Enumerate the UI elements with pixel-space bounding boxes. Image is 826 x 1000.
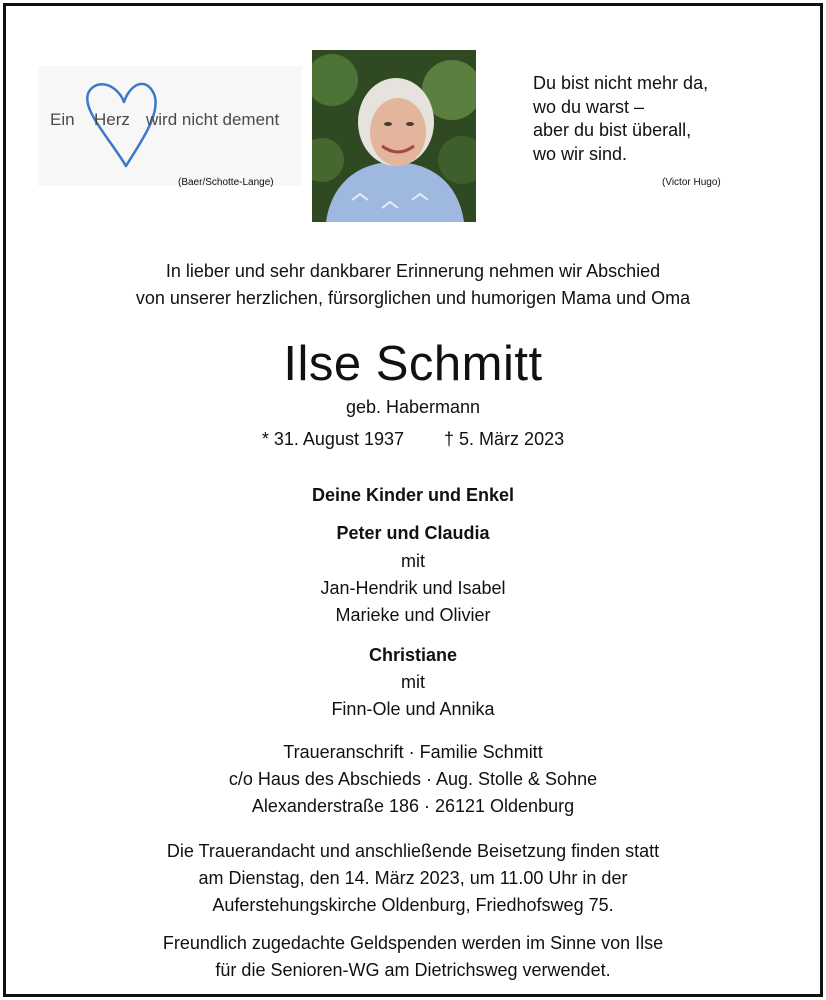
logo-word-rest: wird nicht dement	[146, 110, 280, 129]
intro-line: In lieber und sehr dankbarer Erinnerung nehmen wir Abschied	[165, 261, 661, 281]
service-line: am Dienstag, den 14. März 2023, um 11.00 Uhr in der	[198, 868, 628, 888]
address-line: c/o Haus des Abschieds · Aug. Stolle & Sohne	[228, 769, 598, 789]
family-child: Finn-Ole und Annika	[331, 699, 495, 719]
family-with: mit	[401, 672, 425, 692]
address-line: Alexanderstraße 186 · 26121 Oldenburg	[251, 796, 575, 816]
service-line: Auferstehungskirche Oldenburg, Friedhofsweg 75.	[212, 895, 614, 915]
family-with: mit	[401, 551, 425, 571]
logo-credit: (Baer/Schotte-Lange)	[178, 177, 274, 188]
portrait-photo	[312, 50, 476, 222]
family-children	[0, 696, 826, 723]
life-dates	[0, 429, 826, 450]
birth-date: * 31. August 1937	[261, 429, 404, 449]
family-child: Marieke und Olivier	[335, 605, 491, 625]
quote-credit: (Victor Hugo)	[662, 177, 721, 188]
service-info	[0, 838, 826, 919]
dementia-logo	[38, 66, 302, 186]
family-parent: Christiane	[368, 645, 458, 665]
family-children	[0, 575, 826, 629]
quote-line: aber du bist überall,	[533, 120, 692, 140]
logo-word-ein: Ein	[50, 110, 75, 129]
donation-info	[0, 930, 826, 984]
mourning-address	[0, 739, 826, 820]
address-line: Traueranschrift · Familie Schmitt	[283, 742, 543, 762]
service-line: Die Trauerandacht und anschließende Beisetzung finden statt	[166, 841, 660, 861]
quote-line: Du bist nicht mehr da,	[533, 73, 709, 93]
logo-word-herz: Herz	[94, 110, 130, 129]
intro-text	[0, 258, 826, 312]
donation-line: Freundlich zugedachte Geldspenden werden im Sinne von Ilse	[162, 933, 664, 953]
family-heading: Deine Kinder und Enkel	[311, 485, 515, 505]
intro-line: von unserer herzlichen, fürsorglichen und humorigen Mama und Oma	[135, 288, 691, 308]
maiden-name: geb. Habermann	[345, 397, 481, 417]
quote	[533, 72, 708, 166]
donation-line: für die Senioren-WG am Dietrichsweg verwendet.	[215, 960, 611, 980]
family-child: Jan-Hendrik und Isabel	[320, 578, 506, 598]
death-date: † 5. März 2023	[444, 429, 565, 449]
quote-line: wo du warst –	[533, 96, 645, 117]
deceased-name: Ilse Schmitt	[283, 337, 543, 391]
quote-line: wo wir sind.	[533, 143, 628, 164]
family-parent: Peter und Claudia	[336, 523, 490, 543]
